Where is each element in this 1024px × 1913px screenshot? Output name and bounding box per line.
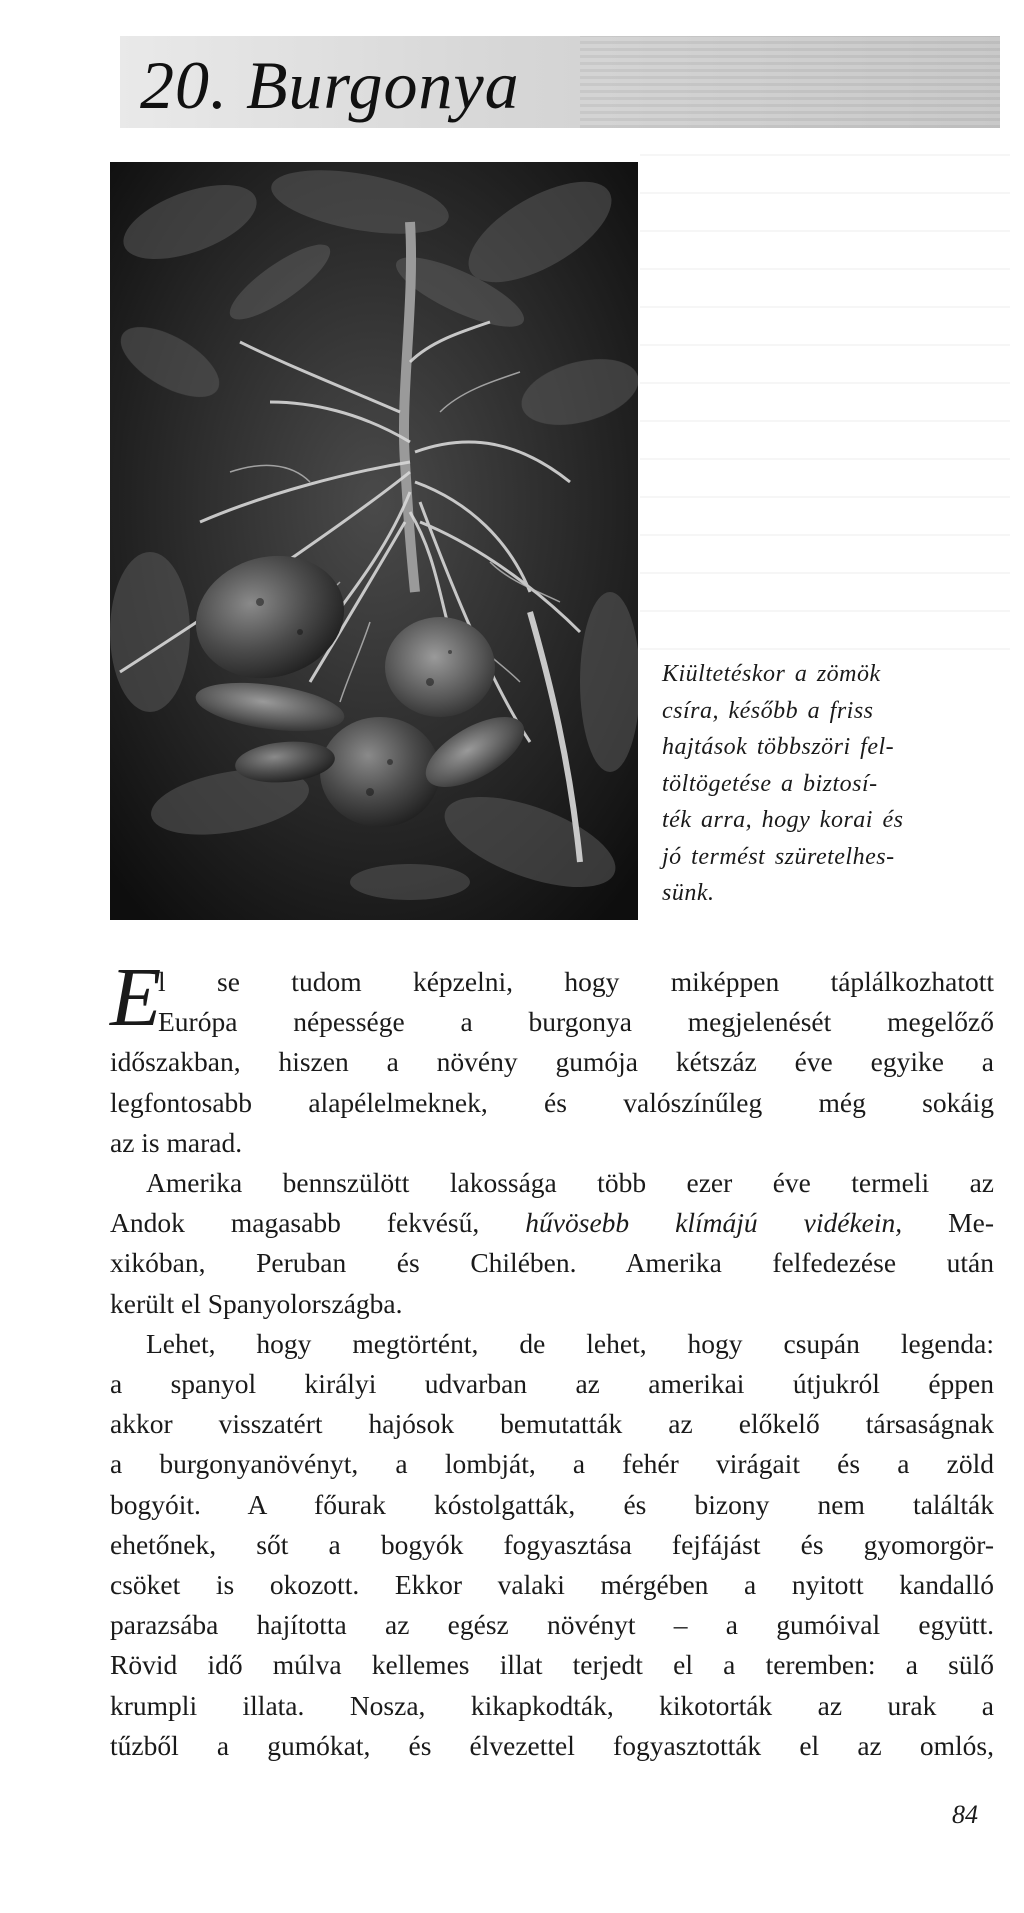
text-line: legfontosabb alapélelmeknek, és valószínűleg még sokáig — [110, 1086, 994, 1118]
caption-line: ték arra, hogy korai és — [662, 807, 904, 833]
photo-caption — [662, 656, 1000, 912]
text-line: időszakban, hiszen a növény gumója kétszáz éve egyike a — [110, 1046, 994, 1078]
page-number: 84 — [952, 1800, 978, 1829]
text-line: a spanyol királyi udvarban az amerikai útjukról éppen — [110, 1368, 994, 1400]
text-line: Amerika bennszülött lakossága több ezer éve termeli az — [146, 1167, 994, 1199]
text-line: került el Spanyolországba. — [110, 1287, 403, 1319]
text-line: az is marad. — [110, 1126, 243, 1158]
text-line: xikóban, Peruban és Chilében. Amerika felfedezése után — [110, 1247, 994, 1279]
text-line: Lehet, hogy megtörtént, de lehet, hogy csupán legenda: — [146, 1327, 994, 1359]
text-line: a burgonyanövényt, a lombját, a fehér virágait és a zöld — [110, 1448, 994, 1480]
caption-line: jó termést szüretelhes- — [662, 843, 895, 870]
body-text — [110, 951, 994, 1766]
text-line: Rövid idő múlva kellemes illat terjedt el a teremben: a sülő — [110, 1649, 994, 1681]
text-line — [110, 1203, 994, 1243]
caption-line: Kiültetéskor a zömök — [662, 661, 881, 687]
paragraph-2 — [110, 1163, 994, 1324]
text-line: akkor visszatért hajósok bemutatták az előkelő társaságnak — [110, 1408, 994, 1440]
text-line: csöket is okozott. Ekkor valaki mérgében a nyitott kandalló — [110, 1569, 994, 1601]
caption-line: sünk. — [662, 880, 715, 906]
caption-line: csíra, később a friss — [662, 697, 874, 724]
text-line: krumpli illata. Nosza, kikapkodták, kikotorták az urak a — [110, 1689, 994, 1721]
potato-plant-photo — [110, 162, 638, 920]
text-fragment: Me- — [902, 1207, 994, 1239]
text-line: l se tudom képzelni, hogy miképpen táplálkozhatott — [158, 966, 994, 997]
show-through-text — [640, 150, 1010, 650]
text-line: bogyóit. A főurak kóstolgatták, és bizony nem találták — [110, 1488, 994, 1520]
drop-cap: E — [110, 951, 162, 1044]
italic-fragment: hűvösebb klímájú vidékein, — [525, 1207, 903, 1239]
chapter-title: 20. Burgonya — [140, 47, 520, 123]
text-line: Európa népessége a burgonya megjelenését megelőző — [158, 1006, 994, 1038]
paragraph-1 — [110, 951, 994, 1163]
paragraph-3 — [110, 1324, 994, 1766]
caption-line: töltögetése a biztosí- — [662, 770, 878, 797]
potato-plant-photo-image — [110, 162, 638, 920]
caption-line: hajtások többszöri fel- — [662, 734, 895, 760]
text-line: parazsába hajította az egész növényt – a gumóival együtt. — [110, 1609, 994, 1641]
text-line: tűzből a gumókat, és élvezettel fogyasztották el az omlós, — [110, 1729, 994, 1761]
text-fragment: Andok magasabb fekvésű, — [110, 1207, 526, 1239]
text-line: ehetőnek, sőt a bogyók fogyasztása fejfájást és gyomorgör- — [110, 1528, 994, 1560]
